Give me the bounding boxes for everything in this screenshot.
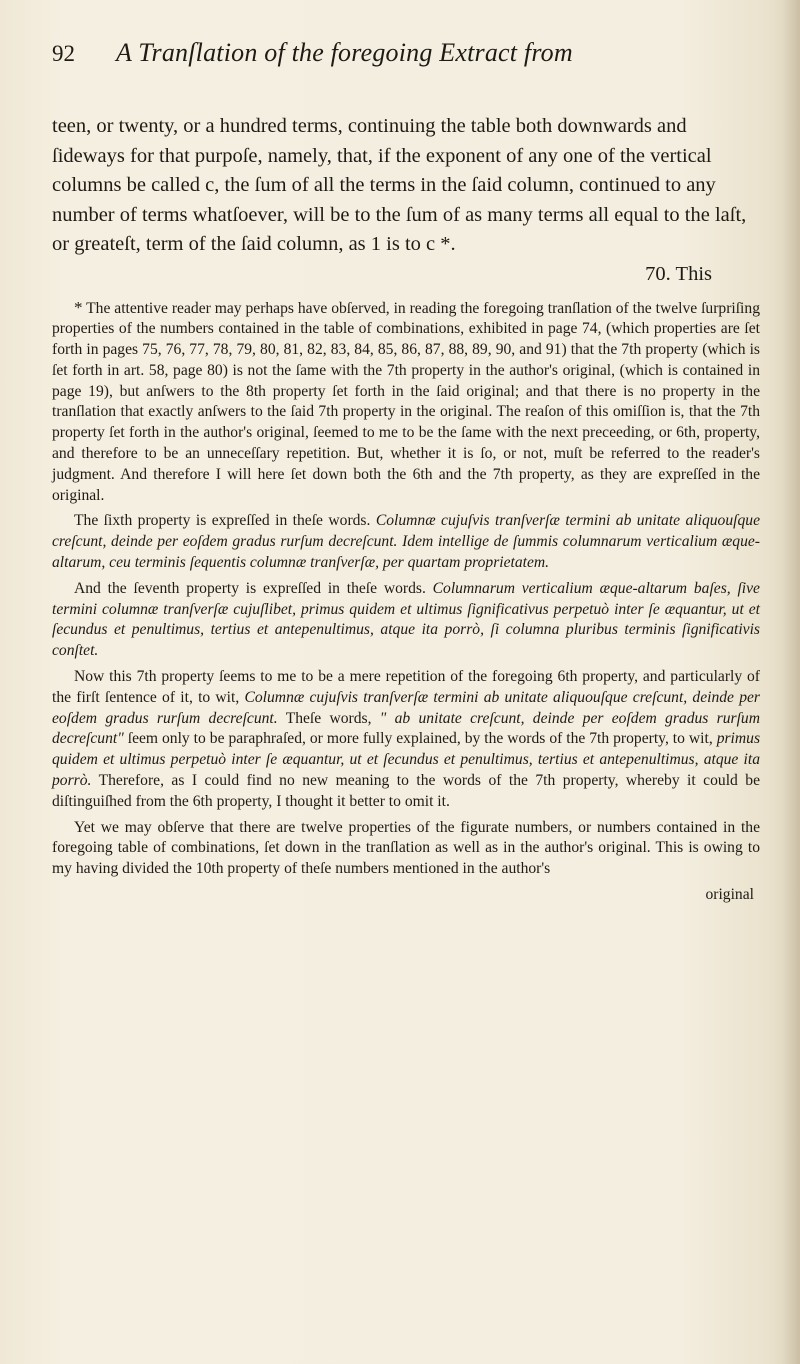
footnote-paragraph-4 <box>52 667 760 813</box>
footnote-text-1: The attentive reader may perhaps have obſerved, in reading the foregoing tranſlation of the twelve ſurpriſing properties of the numbers contained in the table of combinations, exhibited in page 74, (which properties are ſet forth in pages 75, 76, 77, 78, 79, 80, 81, 82, 83, 84, 85, 86, 87, 88, 89, 90, and 91) that the 7th property (which is ſet forth in art. 58, page 80) is not the ſame with the 7th property in the author's original, (which is contained in page 19), but anſwers to the 8th property ſet forth in the ſaid original; and that there is no property in the tranſlation that exactly anſwers to the ſaid 7th property in the original. The reaſon of this omiſſion is, that the 7th property ſet forth in the author's original, ſeemed to me to be the ſame with the next preceeding, or 6th, property, and therefore to be an unneceſſary repetition. But, whether it is ſo, or not, muſt be referred to the reader's judgment. And therefore I will here ſet down both the 6th and the 7th property, as they are expreſſed in the original. <box>52 299 760 504</box>
footnote-paragraph-3 <box>52 579 760 662</box>
main-text <box>52 112 760 288</box>
footnote-paragraph-2 <box>52 511 760 573</box>
footnote-text-4d: Therefore, as I could find no new meaning to the words of the 7th property, whereby it could be diſtinguiſhed from the 6th property, I thought it better to omit it. <box>52 772 760 810</box>
seventh-property-latin: Columnarum verticalium æque-altarum baſes, ſive termini columnæ tranſverſæ cujuſlibet, primus quidem et ultimus ſignificativus perpetuò inter ſe æquantur, ut et ſecundus et penultimus, tertius et antepenultimus, atque ita porrò, ſi columna pluribus terminis ſignificativis conſtet. <box>52 579 760 660</box>
running-title: A Tranſlation of the foregoing Extract from <box>116 38 573 67</box>
catchword: original <box>705 886 754 904</box>
sixth-property-latin: Columnæ cujuſvis tranſverſæ termini ab unitate aliquouſque creſcunt, deinde per eoſdem gradus rurſum decreſcunt. Idem intellige de ſummis columnarum verticalium æque-altarum, ceu terminis ſequentis columnæ tranſverſæ, per quartam proprietatem. <box>52 512 760 572</box>
footnote-paragraph-5: Yet we may obſerve that there are twelve properties of the figurate numbers, or numbers contained in the foregoing table of combinations, ſet down in the tranſlation as well as in the author's original. This is owing to my having divided the 10th property of theſe numbers mentioned in the author's <box>52 818 760 878</box>
page-edge-shadow <box>782 0 800 1364</box>
page-content <box>52 38 760 905</box>
seventh-property-intro: And the ſeventh property is expreſſed in theſe words. <box>74 579 426 597</box>
page-number: 92 <box>52 41 75 66</box>
running-head <box>52 38 760 78</box>
latin-quote-1: Columnæ cujuſvis tranſverſæ termini ab unitate aliquouſque creſcunt, deinde per eoſdem gradus rurſum decreſcunt. <box>52 688 760 727</box>
latin-quote-2: " ab unitate creſcunt, deinde per eoſdem gradus rurſum decreſcunt" <box>52 709 760 748</box>
sixth-property-intro: The ſixth property is expreſſed in theſe words. <box>74 512 371 530</box>
footnote-marker: * <box>74 297 83 317</box>
footnote-paragraph-1 <box>52 298 760 507</box>
main-paragraph: teen, or twenty, or a hundred terms, continuing the table both downwards and ſideways for that purpoſe, namely, that, if the exponent of any one of the vertical columns be called c, the ſum of all the terms in the ſaid column, continued to any number of terms whatſoever, will be to the ſum of as many terms all equal to the laſt, or greateſt, term of the ſaid column, as 1 is to c *. <box>52 115 747 255</box>
footnote-text-4a: Now this 7th property ſeems to me to be a mere repetition of the foregoing 6th property, and particularly of the firſt ſentence of it, to wit, <box>52 668 760 706</box>
footnote <box>52 298 760 906</box>
next-section-number: 70. This <box>645 262 712 285</box>
footnote-text-4c: ſeem only to be paraphraſed, or more fully explained, by the words of the 7th property, to wit, <box>127 730 713 748</box>
latin-quote-3: primus quidem et ultimus perpetuò inter ſe æquantur, ut et ſecundus et penultimus, tertius et antepenultimus, atque ita porrò. <box>52 730 761 790</box>
footnote-text-4b: Theſe words, <box>285 709 372 727</box>
